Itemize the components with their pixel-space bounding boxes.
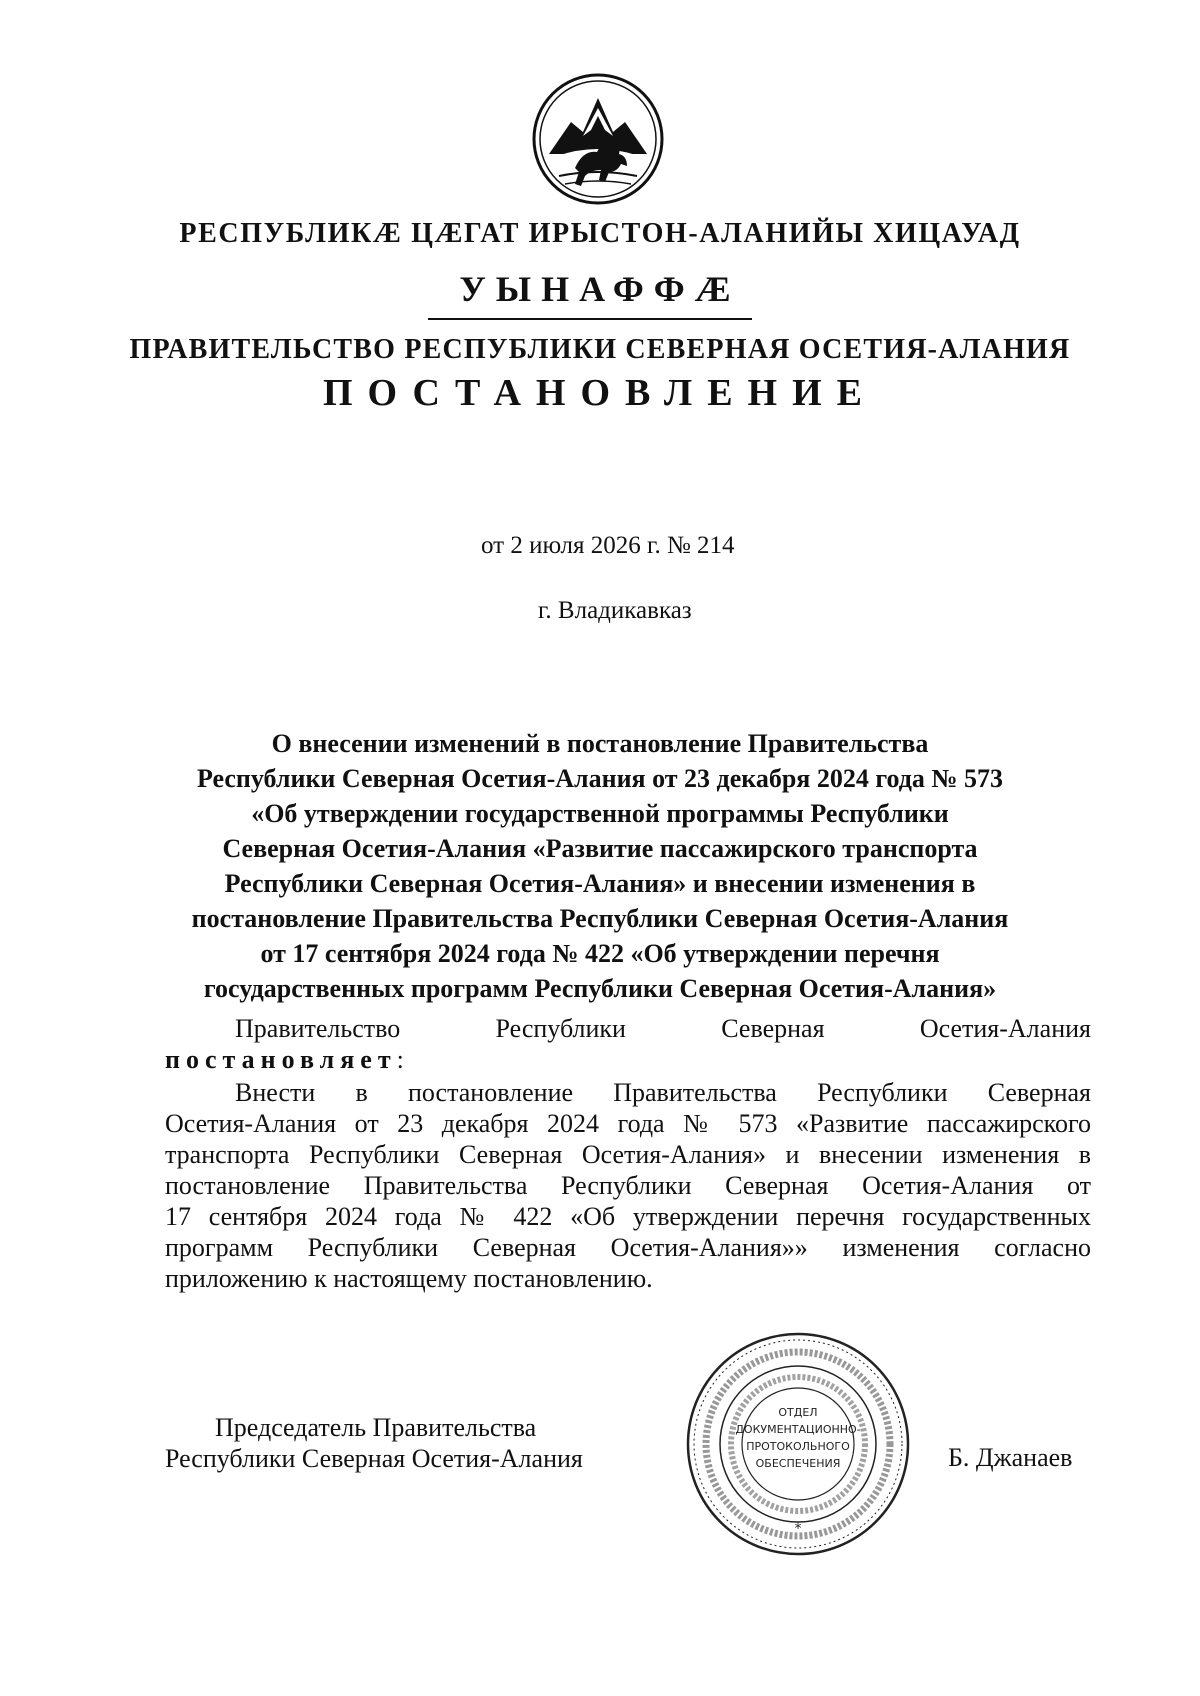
- russian-authority-title: ПРАВИТЕЛЬСТВО РЕСПУБЛИКИ СЕВЕРНАЯ ОСЕТИЯ-АЛАНИЯ: [129, 334, 1071, 365]
- body-line: приложению к настоящему постановлению.: [165, 1264, 653, 1293]
- seal-text-line: ОТДЕЛ: [778, 1406, 818, 1419]
- body-line: транспорта Республики Северная Осетия-Алания» и внесении изменения в: [165, 1140, 1091, 1169]
- body-line: 17 сентября 2024 года № 422 «Об утверждении перечня государственных: [165, 1202, 1091, 1231]
- seal-text-line: ПРОТОКОЛЬНОГО: [746, 1440, 850, 1453]
- seal-text-line: ОБЕСПЕЧЕНИЯ: [755, 1457, 841, 1470]
- signatory-position: [165, 1412, 583, 1474]
- header-divider: [428, 318, 752, 320]
- signatory-name: Б. Джанаев: [948, 1443, 1073, 1472]
- subject-line: Северная Осетия-Алания «Развитие пассажирского транспорта: [222, 834, 978, 863]
- decides-colon: :: [396, 1045, 404, 1074]
- subject-line: «Об утверждении государственной программы Республики: [251, 799, 949, 828]
- signatory-position-line: Республики Северная Осетия-Алания: [165, 1444, 583, 1473]
- document-city: г. Владикавказ: [538, 597, 692, 624]
- subject-line: Республики Северная Осетия-Алания» и внесении изменения в: [224, 869, 976, 898]
- subject-line: государственных программ Республики Северная Осетия-Алания»: [203, 974, 997, 1003]
- preamble-decision: [165, 1044, 1091, 1075]
- subject-line: от 17 сентября 2024 года № 422 «Об утверждении перечня: [260, 939, 940, 968]
- subject-line: О внесении изменений в постановление Правительства: [271, 729, 929, 758]
- decides-word: постановляет: [165, 1045, 397, 1074]
- signatory-position-line: Председатель Правительства: [215, 1413, 537, 1442]
- coat-of-arms-emblem: [531, 72, 665, 206]
- ossetian-authority-title: РЕСПУБЛИКÆ ЦÆГАТ ИРЫСТОН-АЛАНИЙЫ ХИЦАУАД: [179, 218, 1021, 249]
- seal-text-line: ДОКУМЕНТАЦИОННО-: [735, 1423, 861, 1436]
- russian-document-type: ПОСТАНОВЛЕНИЕ: [322, 372, 878, 414]
- subject-line: Республики Северная Осетия-Алания от 23 декабря 2024 года № 573: [196, 764, 1004, 793]
- document-date-number: от 2 июля 2026 г. № 214: [481, 532, 735, 559]
- body-line: Внести в постановление Правительства Республики Северная: [235, 1078, 1091, 1107]
- body-line: программ Республики Северная Осетия-Алания»» изменения согласно: [165, 1233, 1091, 1262]
- seal-center-text: [684, 1404, 912, 1472]
- subject-line: постановление Правительства Республики Северная Осетия-Алания: [191, 904, 1009, 933]
- resolution-body: [165, 1077, 1091, 1294]
- body-line: постановление Правительства Республики Северная Осетия-Алания от: [165, 1171, 1091, 1200]
- official-seal: [684, 1330, 912, 1558]
- body-line: Осетия-Алания от 23 декабря 2024 года № 573 «Развитие пассажирского: [165, 1109, 1091, 1138]
- emblem-icon: [531, 72, 665, 206]
- document-subject: [150, 726, 1050, 1006]
- preamble: [165, 1013, 1091, 1075]
- svg-text:*: *: [794, 1521, 802, 1537]
- ossetian-document-type: УЫНАФФÆ: [459, 269, 741, 309]
- preamble-line: Правительство Республики Северная Осетия-Алания: [235, 1014, 1091, 1043]
